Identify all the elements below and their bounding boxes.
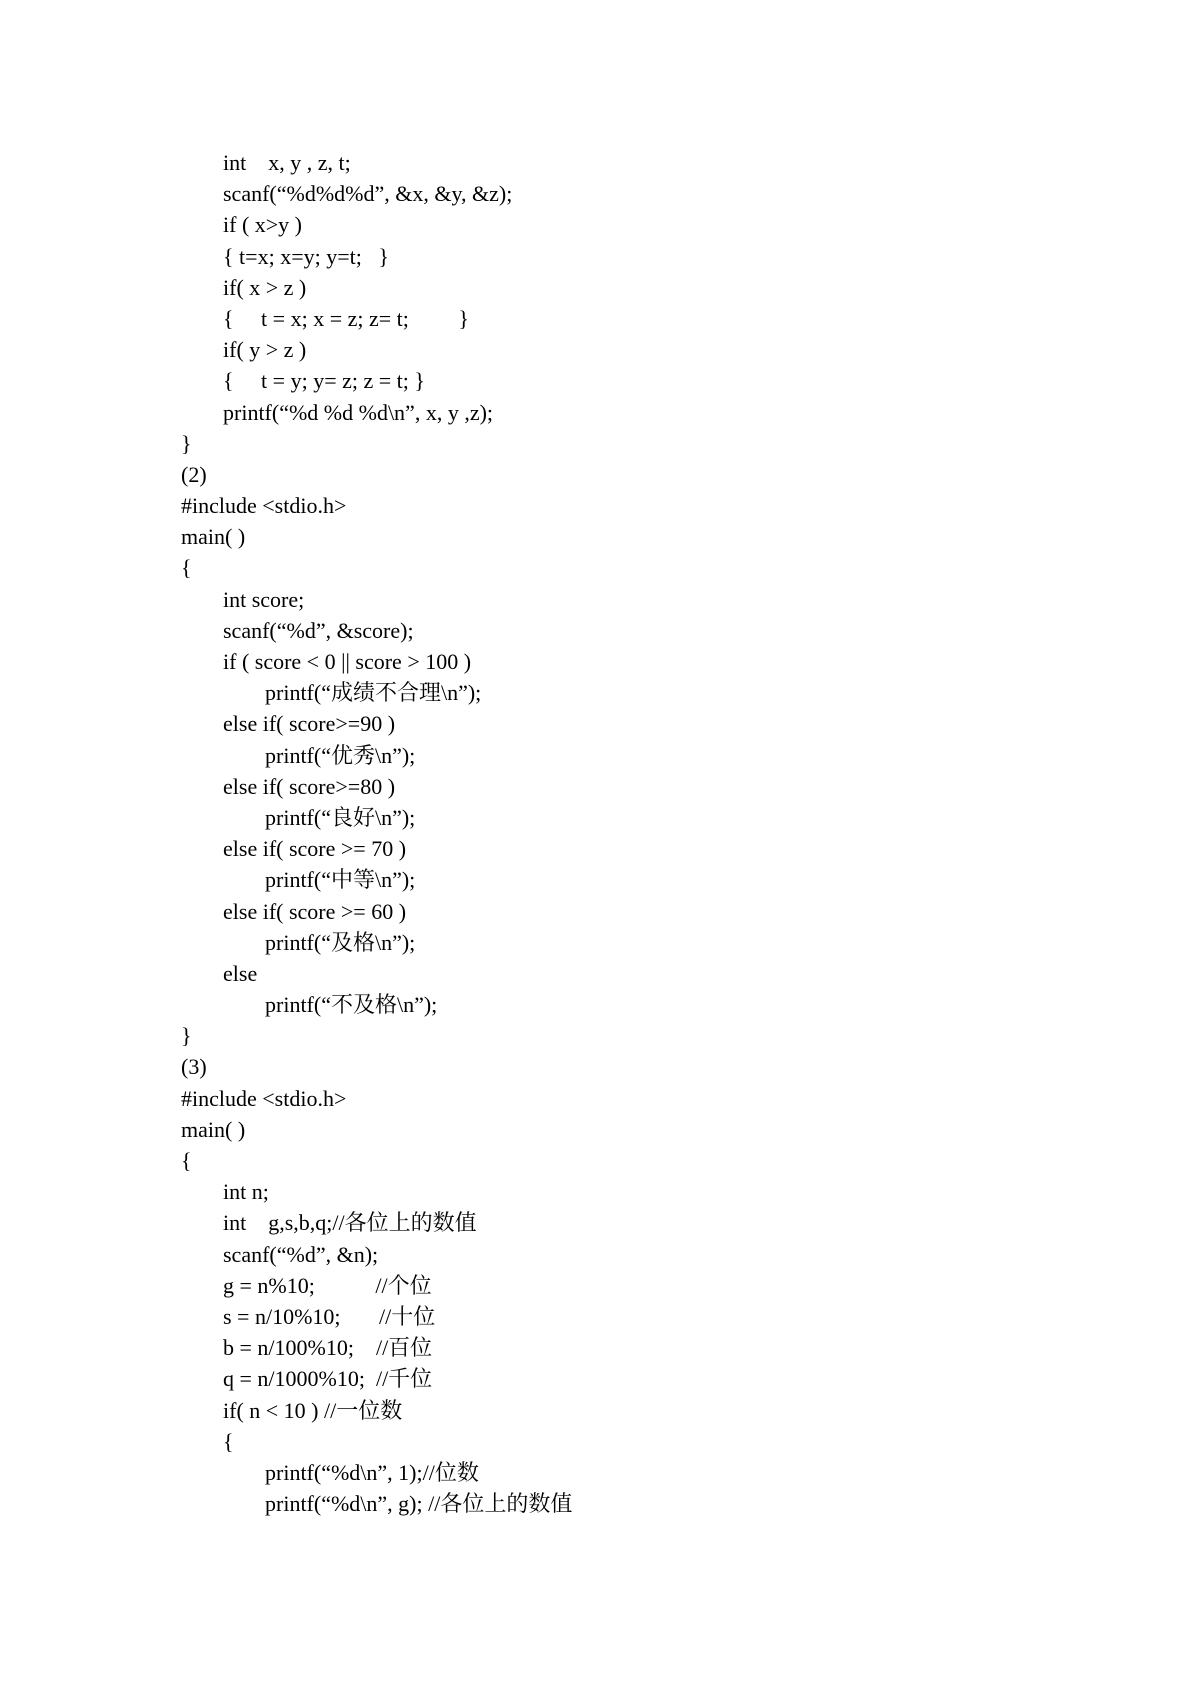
code-line: printf(“%d %d %d\n”, x, y ,z);: [223, 399, 494, 425]
code-line: printf(“%d\n”, g); //各位上的数值: [265, 1491, 573, 1517]
code-line: b = n/100%10; //百位: [223, 1335, 433, 1361]
code-line: else: [223, 960, 258, 986]
code-line: int x, y , z, t;: [223, 150, 351, 175]
code-line: if ( score < 0 || score > 100 ): [223, 649, 472, 674]
code-line: else if( score >= 60 ): [223, 898, 407, 924]
code-line: {: [223, 1428, 234, 1454]
code-line: if( n < 10 ) //一位数: [223, 1397, 403, 1423]
code-line: if( x > z ): [223, 274, 307, 300]
code-line: printf(“成绩不合理\n”);: [265, 680, 482, 706]
code-line: { t = x; x = z; z= t; }: [223, 305, 469, 331]
code-line: int g,s,b,q;//各位上的数值: [223, 1210, 477, 1236]
code-line: }: [181, 1023, 192, 1049]
code-listing: [0, 147, 1191, 1519]
code-line: printf(“不及格\n”);: [265, 992, 438, 1018]
code-line: #include <stdio.h>: [181, 1085, 347, 1111]
code-line: scanf(“%d”, &score);: [223, 617, 414, 643]
code-line: {: [181, 1148, 192, 1173]
code-line: q = n/1000%10; //千位: [223, 1366, 433, 1392]
code-line: scanf(“%d”, &n);: [223, 1241, 379, 1267]
code-line: scanf(“%d%d%d”, &x, &y, &z);: [223, 181, 513, 207]
code-line: g = n%10; //个位: [223, 1272, 432, 1298]
section-label: (2): [181, 461, 207, 487]
code-line: main( ): [181, 524, 246, 550]
code-line: }: [181, 430, 192, 456]
code-line: else if( score>=90 ): [223, 711, 396, 737]
code-line: printf(“及格\n”);: [265, 929, 416, 955]
code-line: if ( x>y ): [223, 212, 302, 238]
code-line: else if( score>=80 ): [223, 773, 396, 799]
code-line: { t = y; y= z; z = t; }: [223, 368, 425, 394]
code-line: int score;: [223, 586, 305, 612]
code-line: printf(“%d\n”, 1);//位数: [265, 1459, 479, 1485]
code-line: if( y > z ): [223, 337, 307, 363]
code-line: { t=x; x=y; y=t; }: [223, 243, 389, 269]
code-line: else if( score >= 70 ): [223, 836, 407, 862]
code-line: #include <stdio.h>: [181, 493, 347, 519]
section-label: (3): [181, 1054, 207, 1080]
code-line: s = n/10%10; //十位: [223, 1303, 436, 1329]
code-line: printf(“良好\n”);: [265, 804, 416, 830]
code-line: int n;: [223, 1179, 269, 1205]
code-line: printf(“中等\n”);: [265, 867, 416, 893]
code-line: printf(“优秀\n”);: [265, 742, 416, 768]
code-line: main( ): [181, 1116, 246, 1142]
code-line: {: [181, 555, 192, 581]
